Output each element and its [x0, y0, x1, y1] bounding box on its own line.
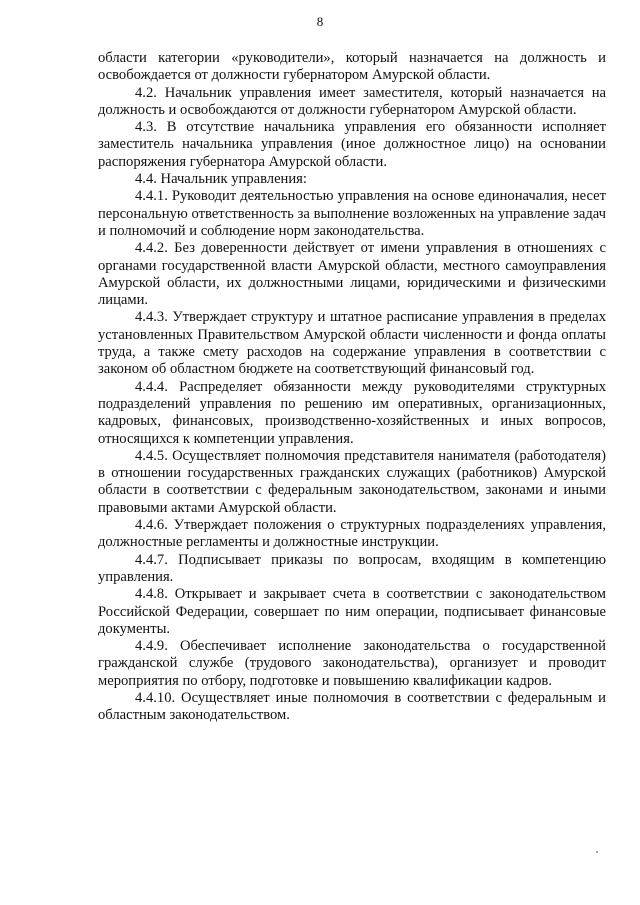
paragraph-4-3: 4.3. В отсутствие начальника управления его обязанности исполняет заместитель начальника управления (иное должностное лицо) на основании распоряжения губернатора Амурской области.	[98, 119, 606, 170]
paragraph-continuation: области категории «руководители», который назначается на должность и освобождается от должности губернатором Амурской области.	[98, 50, 606, 84]
paragraph-4-4-8: 4.4.8. Открывает и закрывает счета в соответствии с законодательством Российской Федерации, совершает по ним операции, подписывает финансовые документы.	[98, 586, 606, 637]
scan-speck	[596, 851, 598, 853]
paragraph-4-2: 4.2. Начальник управления имеет заместителя, который назначается на должность и освобождаются от должности губернатором Амурской области.	[98, 84, 606, 118]
paragraph-4-4-10: 4.4.10. Осуществляет иные полномочия в соответствии с федеральным и областным законодательством.	[98, 689, 606, 724]
paragraph-4-4-9: 4.4.9. Обеспечивает исполнение законодательства о государственной гражданской службе (трудового законодательства), организует и проводит мероприятия по отбору, подготовке и повышению квалификации кадров.	[98, 638, 606, 689]
paragraph-4-4-2: 4.4.2. Без доверенности действует от имени управления в отношениях с органами государственной власти Амурской области, местного самоуправления Амурской области, их должностными лицами, юридическими и физическими лицами.	[98, 240, 606, 309]
paragraph-4-4-3: 4.4.3. Утверждает структуру и штатное расписание управления в пределах установленных Правительством Амурской области численности и фонда оплаты труда, а также смету расходов на содержание управления в соответствии с законом об областном бюджете на соответствующий финансовый год.	[98, 309, 606, 378]
paragraph-4-4-4: 4.4.4. Распределяет обязанности между руководителями структурных подразделений управления по решению им оперативных, организационных, кадровых, финансовых, производственно-хозяйственных и иных вопросов, относящихся к компетенции управления.	[98, 378, 606, 447]
page-number: 8	[316, 14, 324, 29]
paragraph-4-4-7: 4.4.7. Подписывает приказы по вопросам, входящим в компетенцию управления.	[98, 551, 606, 585]
paragraph-4-4-1: 4.4.1. Руководит деятельностью управления на основе единоначалия, несет персональную ответственность за выполнение возложенных на управление задач и полномочий и соблюдение норм законодательства.	[98, 188, 606, 239]
paragraph-4-4-5: 4.4.5. Осуществляет полномочия представителя нанимателя (работодателя) в отношении государственных гражданских служащих (работников) Амурской области в соответствии с федеральным законодательством, законами и иными правовыми актами Амурской области.	[98, 447, 606, 516]
paragraph-4-4-6: 4.4.6. Утверждает положения о структурных подразделениях управления, должностные регламенты и должностные инструкции.	[98, 517, 606, 551]
paragraph-4-4: 4.4. Начальник управления:	[135, 171, 307, 188]
document-body	[98, 50, 606, 725]
